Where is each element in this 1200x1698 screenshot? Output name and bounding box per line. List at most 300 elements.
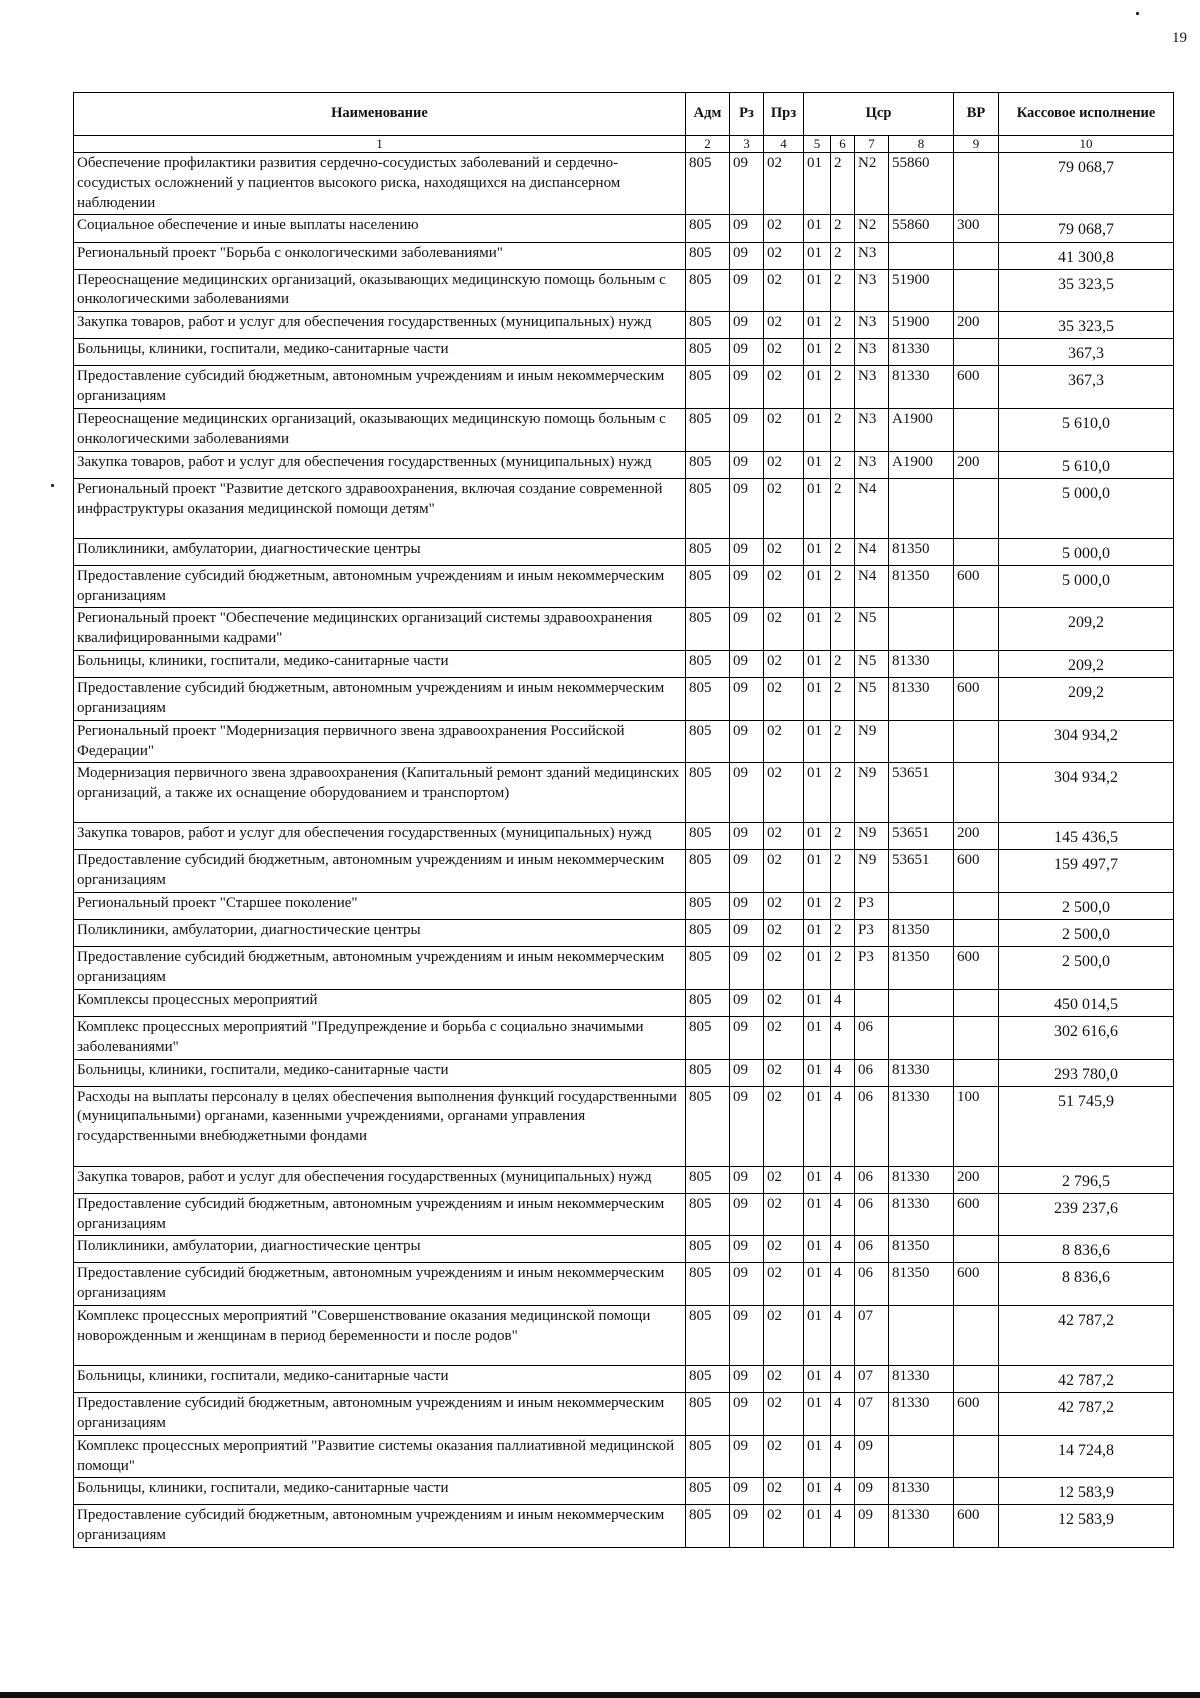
row-name: Поликлиники, амбулатории, диагностические центры	[74, 1236, 686, 1263]
table-row	[74, 1478, 1174, 1505]
row-prz: 02	[764, 850, 804, 893]
row-name: Комплекс процессных мероприятий "Совершенствование оказания медицинской помощи новорожденным и женщинам в период беременности и после родов"	[74, 1306, 686, 1366]
row-rz: 09	[730, 269, 764, 312]
row-csr-8: 81330	[889, 1166, 954, 1193]
row-csr-8: 53651	[889, 823, 954, 850]
row-csr-5: 01	[804, 451, 831, 478]
table-row	[74, 763, 1174, 823]
row-amount: 42 787,2	[999, 1366, 1174, 1393]
row-csr-8: 81350	[889, 1236, 954, 1263]
row-csr-5: 01	[804, 565, 831, 608]
row-csr-6: 2	[831, 339, 855, 366]
row-csr-5: 01	[804, 269, 831, 312]
row-csr-8	[889, 1016, 954, 1059]
row-name: Больницы, клиники, госпитали, медико-санитарные части	[74, 339, 686, 366]
row-adm: 805	[686, 1263, 730, 1306]
col-number: 10	[999, 136, 1174, 153]
row-amount: 209,2	[999, 608, 1174, 651]
row-csr-8: 81350	[889, 538, 954, 565]
row-csr-7: N2	[855, 153, 889, 215]
row-csr-5: 01	[804, 339, 831, 366]
row-csr-7: 06	[855, 1193, 889, 1236]
row-name: Предоставление субсидий бюджетным, автономным учреждениям и иным некоммерческим организациям	[74, 1263, 686, 1306]
row-amount: 367,3	[999, 339, 1174, 366]
row-name: Предоставление субсидий бюджетным, автономным учреждениям и иным некоммерческим организациям	[74, 1505, 686, 1548]
row-vr	[954, 608, 999, 651]
row-prz: 02	[764, 1505, 804, 1548]
table-row	[74, 608, 1174, 651]
row-vr: 600	[954, 565, 999, 608]
table-row	[74, 678, 1174, 721]
row-amount: 2 500,0	[999, 947, 1174, 990]
row-csr-5: 01	[804, 763, 831, 823]
row-prz: 02	[764, 823, 804, 850]
row-vr	[954, 1435, 999, 1478]
row-csr-7: N9	[855, 763, 889, 823]
col-header-csr: Цср	[804, 93, 954, 136]
row-csr-8: 81330	[889, 651, 954, 678]
row-csr-6: 4	[831, 1505, 855, 1548]
col-number: 6	[831, 136, 855, 153]
row-rz: 09	[730, 893, 764, 920]
row-csr-8	[889, 608, 954, 651]
row-csr-5: 01	[804, 1236, 831, 1263]
row-amount: 2 500,0	[999, 893, 1174, 920]
row-rz: 09	[730, 565, 764, 608]
table-row	[74, 538, 1174, 565]
row-adm: 805	[686, 1306, 730, 1366]
header-row	[74, 93, 1174, 136]
row-csr-8	[889, 1435, 954, 1478]
row-csr-5: 01	[804, 989, 831, 1016]
row-vr	[954, 989, 999, 1016]
row-rz: 09	[730, 947, 764, 990]
col-header-name: Наименование	[74, 93, 686, 136]
row-prz: 02	[764, 1086, 804, 1166]
row-name: Модернизация первичного звена здравоохранения (Капитальный ремонт зданий медицинских организаций, а также их оснащение оборудованием и транспортом)	[74, 763, 686, 823]
row-csr-6: 2	[831, 720, 855, 763]
row-csr-6: 4	[831, 1393, 855, 1436]
row-vr	[954, 242, 999, 269]
row-csr-7: N4	[855, 565, 889, 608]
table-row	[74, 720, 1174, 763]
row-csr-6: 2	[831, 478, 855, 538]
row-rz: 09	[730, 312, 764, 339]
row-rz: 09	[730, 366, 764, 409]
row-csr-8: 81330	[889, 1505, 954, 1548]
row-prz: 02	[764, 1016, 804, 1059]
row-amount: 5 000,0	[999, 478, 1174, 538]
row-prz: 02	[764, 1193, 804, 1236]
row-adm: 805	[686, 366, 730, 409]
row-amount: 35 323,5	[999, 269, 1174, 312]
row-csr-7: 06	[855, 1236, 889, 1263]
row-name: Закупка товаров, работ и услуг для обеспечения государственных (муниципальных) нужд	[74, 312, 686, 339]
row-csr-7: 06	[855, 1016, 889, 1059]
row-rz: 09	[730, 242, 764, 269]
table-row	[74, 823, 1174, 850]
row-csr-7: 07	[855, 1306, 889, 1366]
table-row	[74, 215, 1174, 242]
row-vr	[954, 409, 999, 452]
row-amount: 8 836,6	[999, 1236, 1174, 1263]
row-vr: 600	[954, 1193, 999, 1236]
row-csr-7: N9	[855, 823, 889, 850]
row-csr-8: 81330	[889, 1478, 954, 1505]
row-amount: 5 610,0	[999, 451, 1174, 478]
row-csr-7: N4	[855, 538, 889, 565]
row-vr: 300	[954, 215, 999, 242]
row-amount: 2 500,0	[999, 920, 1174, 947]
row-name: Больницы, клиники, госпитали, медико-санитарные части	[74, 1059, 686, 1086]
row-rz: 09	[730, 1086, 764, 1166]
table-row	[74, 947, 1174, 990]
row-csr-5: 01	[804, 947, 831, 990]
row-csr-8: 81330	[889, 366, 954, 409]
col-number: 3	[730, 136, 764, 153]
row-vr	[954, 1016, 999, 1059]
row-amount: 42 787,2	[999, 1306, 1174, 1366]
row-rz: 09	[730, 608, 764, 651]
row-name: Обеспечение профилактики развития сердечно-сосудистых заболеваний и сердечно-сосудистых осложнений у пациентов высокого риска, находящихся на диспансерном наблюдении	[74, 153, 686, 215]
row-adm: 805	[686, 409, 730, 452]
row-name: Предоставление субсидий бюджетным, автономным учреждениям и иным некоммерческим организациям	[74, 565, 686, 608]
row-name: Поликлиники, амбулатории, диагностические центры	[74, 920, 686, 947]
row-csr-6: 4	[831, 1236, 855, 1263]
row-name: Комплексы процессных мероприятий	[74, 989, 686, 1016]
row-csr-5: 01	[804, 1193, 831, 1236]
row-name: Больницы, клиники, госпитали, медико-санитарные части	[74, 651, 686, 678]
row-csr-5: 01	[804, 538, 831, 565]
row-prz: 02	[764, 1393, 804, 1436]
row-csr-6: 4	[831, 1193, 855, 1236]
row-amount: 367,3	[999, 366, 1174, 409]
row-csr-5: 01	[804, 478, 831, 538]
row-adm: 805	[686, 153, 730, 215]
row-csr-8: 81330	[889, 1393, 954, 1436]
row-csr-5: 01	[804, 366, 831, 409]
row-adm: 805	[686, 678, 730, 721]
row-vr	[954, 893, 999, 920]
col-header-prz: Прз	[764, 93, 804, 136]
row-vr	[954, 651, 999, 678]
row-vr	[954, 1059, 999, 1086]
row-prz: 02	[764, 1236, 804, 1263]
row-prz: 02	[764, 1306, 804, 1366]
row-csr-7: N3	[855, 409, 889, 452]
row-name: Больницы, клиники, госпитали, медико-санитарные части	[74, 1478, 686, 1505]
row-adm: 805	[686, 1393, 730, 1436]
row-prz: 02	[764, 1059, 804, 1086]
row-amount: 145 436,5	[999, 823, 1174, 850]
row-adm: 805	[686, 1166, 730, 1193]
table-row	[74, 366, 1174, 409]
row-csr-7: P3	[855, 947, 889, 990]
row-csr-8: A1900	[889, 451, 954, 478]
row-csr-8	[889, 1306, 954, 1366]
col-header-vr: ВР	[954, 93, 999, 136]
table-row	[74, 1435, 1174, 1478]
row-csr-8: 51900	[889, 269, 954, 312]
row-prz: 02	[764, 1435, 804, 1478]
row-csr-8: 55860	[889, 215, 954, 242]
row-amount: 159 497,7	[999, 850, 1174, 893]
row-csr-8: 81350	[889, 1263, 954, 1306]
row-csr-8: 53651	[889, 850, 954, 893]
row-csr-6: 2	[831, 651, 855, 678]
row-rz: 09	[730, 1193, 764, 1236]
row-csr-6: 4	[831, 1059, 855, 1086]
row-vr	[954, 153, 999, 215]
row-csr-5: 01	[804, 651, 831, 678]
row-name: Региональный проект "Развитие детского здравоохранения, включая создание современной инфраструктуры оказания медицинской помощи детям"	[74, 478, 686, 538]
row-amount: 293 780,0	[999, 1059, 1174, 1086]
row-rz: 09	[730, 989, 764, 1016]
row-adm: 805	[686, 312, 730, 339]
row-csr-8: 81330	[889, 1193, 954, 1236]
row-csr-6: 2	[831, 565, 855, 608]
row-amount: 209,2	[999, 651, 1174, 678]
row-adm: 805	[686, 1086, 730, 1166]
row-adm: 805	[686, 1193, 730, 1236]
row-rz: 09	[730, 339, 764, 366]
col-number: 2	[686, 136, 730, 153]
row-vr	[954, 1366, 999, 1393]
row-csr-7: N2	[855, 215, 889, 242]
row-name: Комплекс процессных мероприятий "Предупреждение и борьба с социально значимыми заболеваниями"	[74, 1016, 686, 1059]
row-rz: 09	[730, 538, 764, 565]
row-prz: 02	[764, 678, 804, 721]
row-csr-6: 4	[831, 1166, 855, 1193]
row-csr-7: N3	[855, 269, 889, 312]
row-csr-6: 2	[831, 215, 855, 242]
row-adm: 805	[686, 538, 730, 565]
row-name: Закупка товаров, работ и услуг для обеспечения государственных (муниципальных) нужд	[74, 451, 686, 478]
row-csr-7	[855, 989, 889, 1016]
row-csr-8: 55860	[889, 153, 954, 215]
row-csr-8	[889, 989, 954, 1016]
row-prz: 02	[764, 920, 804, 947]
row-amount: 12 583,9	[999, 1505, 1174, 1548]
row-adm: 805	[686, 893, 730, 920]
row-csr-5: 01	[804, 1393, 831, 1436]
row-csr-6: 2	[831, 608, 855, 651]
row-csr-7: 06	[855, 1166, 889, 1193]
row-prz: 02	[764, 312, 804, 339]
row-name: Поликлиники, амбулатории, диагностические центры	[74, 538, 686, 565]
row-csr-5: 01	[804, 893, 831, 920]
row-csr-5: 01	[804, 215, 831, 242]
row-adm: 805	[686, 651, 730, 678]
row-csr-7: N4	[855, 478, 889, 538]
row-adm: 805	[686, 1435, 730, 1478]
row-csr-5: 01	[804, 1505, 831, 1548]
row-csr-5: 01	[804, 720, 831, 763]
row-name: Предоставление субсидий бюджетным, автономным учреждениям и иным некоммерческим организациям	[74, 366, 686, 409]
row-csr-5: 01	[804, 1059, 831, 1086]
row-prz: 02	[764, 989, 804, 1016]
row-prz: 02	[764, 409, 804, 452]
row-vr: 600	[954, 1393, 999, 1436]
row-amount: 302 616,6	[999, 1016, 1174, 1059]
row-csr-5: 01	[804, 312, 831, 339]
row-csr-5: 01	[804, 1263, 831, 1306]
table-row	[74, 339, 1174, 366]
row-amount: 14 724,8	[999, 1435, 1174, 1478]
row-csr-7: 06	[855, 1086, 889, 1166]
row-rz: 09	[730, 1306, 764, 1366]
row-amount: 5 000,0	[999, 538, 1174, 565]
table-row	[74, 451, 1174, 478]
row-rz: 09	[730, 1263, 764, 1306]
column-number-row	[74, 136, 1174, 153]
row-name: Региональный проект "Обеспечение медицинских организаций системы здравоохранения квалифицированными кадрами"	[74, 608, 686, 651]
row-rz: 09	[730, 451, 764, 478]
row-csr-7: N5	[855, 608, 889, 651]
page-number: 19	[1172, 30, 1187, 46]
row-csr-6: 2	[831, 678, 855, 721]
row-amount: 79 068,7	[999, 153, 1174, 215]
row-vr: 600	[954, 678, 999, 721]
row-csr-6: 4	[831, 1086, 855, 1166]
row-adm: 805	[686, 920, 730, 947]
row-csr-8: 81350	[889, 920, 954, 947]
table-row	[74, 242, 1174, 269]
row-name: Предоставление субсидий бюджетным, автономным учреждениям и иным некоммерческим организациям	[74, 947, 686, 990]
row-csr-5: 01	[804, 1166, 831, 1193]
row-csr-5: 01	[804, 850, 831, 893]
row-csr-5: 01	[804, 1306, 831, 1366]
row-csr-7: N5	[855, 651, 889, 678]
row-name: Предоставление субсидий бюджетным, автономным учреждениям и иным некоммерческим организациям	[74, 850, 686, 893]
row-adm: 805	[686, 1059, 730, 1086]
row-vr	[954, 1306, 999, 1366]
row-vr	[954, 1478, 999, 1505]
row-csr-5: 01	[804, 1435, 831, 1478]
col-header-adm: Адм	[686, 93, 730, 136]
row-amount: 304 934,2	[999, 763, 1174, 823]
row-name: Закупка товаров, работ и услуг для обеспечения государственных (муниципальных) нужд	[74, 1166, 686, 1193]
row-amount: 8 836,6	[999, 1263, 1174, 1306]
row-prz: 02	[764, 538, 804, 565]
row-vr: 600	[954, 1263, 999, 1306]
row-name: Переоснащение медицинских организаций, оказывающих медицинскую помощь больным с онкологическими заболеваниями	[74, 269, 686, 312]
table-row	[74, 1086, 1174, 1166]
row-prz: 02	[764, 1366, 804, 1393]
row-amount: 5 610,0	[999, 409, 1174, 452]
row-amount: 2 796,5	[999, 1166, 1174, 1193]
row-adm: 805	[686, 1505, 730, 1548]
row-csr-5: 01	[804, 1478, 831, 1505]
row-adm: 805	[686, 608, 730, 651]
row-csr-6: 2	[831, 538, 855, 565]
col-number: 8	[889, 136, 954, 153]
table-row	[74, 153, 1174, 215]
row-prz: 02	[764, 1478, 804, 1505]
row-adm: 805	[686, 242, 730, 269]
row-csr-5: 01	[804, 153, 831, 215]
table-row	[74, 920, 1174, 947]
row-rz: 09	[730, 678, 764, 721]
row-csr-6: 2	[831, 451, 855, 478]
row-csr-7: N3	[855, 339, 889, 366]
row-csr-7: P3	[855, 893, 889, 920]
row-adm: 805	[686, 1016, 730, 1059]
row-csr-7: N3	[855, 366, 889, 409]
row-prz: 02	[764, 651, 804, 678]
budget-table	[73, 92, 1174, 1548]
row-amount: 450 014,5	[999, 989, 1174, 1016]
row-vr	[954, 763, 999, 823]
row-csr-6: 2	[831, 763, 855, 823]
row-csr-6: 2	[831, 269, 855, 312]
table-row	[74, 312, 1174, 339]
table-row	[74, 1505, 1174, 1548]
table-body	[74, 153, 1174, 1548]
row-csr-6: 4	[831, 989, 855, 1016]
row-csr-8	[889, 242, 954, 269]
col-number: 1	[74, 136, 686, 153]
row-prz: 02	[764, 242, 804, 269]
row-amount: 304 934,2	[999, 720, 1174, 763]
row-vr: 600	[954, 1505, 999, 1548]
table-row	[74, 850, 1174, 893]
row-adm: 805	[686, 1236, 730, 1263]
row-prz: 02	[764, 763, 804, 823]
row-vr: 100	[954, 1086, 999, 1166]
row-amount: 51 745,9	[999, 1086, 1174, 1166]
row-vr: 200	[954, 451, 999, 478]
row-adm: 805	[686, 1478, 730, 1505]
row-csr-5: 01	[804, 678, 831, 721]
row-rz: 09	[730, 1166, 764, 1193]
row-csr-6: 4	[831, 1016, 855, 1059]
row-adm: 805	[686, 215, 730, 242]
row-csr-6: 2	[831, 409, 855, 452]
row-adm: 805	[686, 565, 730, 608]
row-vr	[954, 1236, 999, 1263]
row-csr-7: 09	[855, 1435, 889, 1478]
row-csr-6: 4	[831, 1306, 855, 1366]
row-adm: 805	[686, 451, 730, 478]
row-prz: 02	[764, 366, 804, 409]
row-prz: 02	[764, 451, 804, 478]
table-row	[74, 651, 1174, 678]
row-csr-8	[889, 720, 954, 763]
table-row	[74, 1059, 1174, 1086]
row-csr-5: 01	[804, 608, 831, 651]
row-csr-8	[889, 893, 954, 920]
row-amount: 12 583,9	[999, 1478, 1174, 1505]
row-csr-8: 81330	[889, 678, 954, 721]
col-header-rz: Рз	[730, 93, 764, 136]
row-adm: 805	[686, 720, 730, 763]
row-csr-8: 81350	[889, 565, 954, 608]
row-csr-6: 2	[831, 366, 855, 409]
col-number: 9	[954, 136, 999, 153]
row-vr	[954, 538, 999, 565]
row-adm: 805	[686, 339, 730, 366]
row-name: Социальное обеспечение и иные выплаты населению	[74, 215, 686, 242]
row-csr-7: 09	[855, 1505, 889, 1548]
row-adm: 805	[686, 989, 730, 1016]
row-name: Предоставление субсидий бюджетным, автономным учреждениям и иным некоммерческим организациям	[74, 678, 686, 721]
table-row	[74, 478, 1174, 538]
col-header-amount: Кассовое исполнение	[999, 93, 1174, 136]
col-number: 4	[764, 136, 804, 153]
row-adm: 805	[686, 823, 730, 850]
row-adm: 805	[686, 478, 730, 538]
